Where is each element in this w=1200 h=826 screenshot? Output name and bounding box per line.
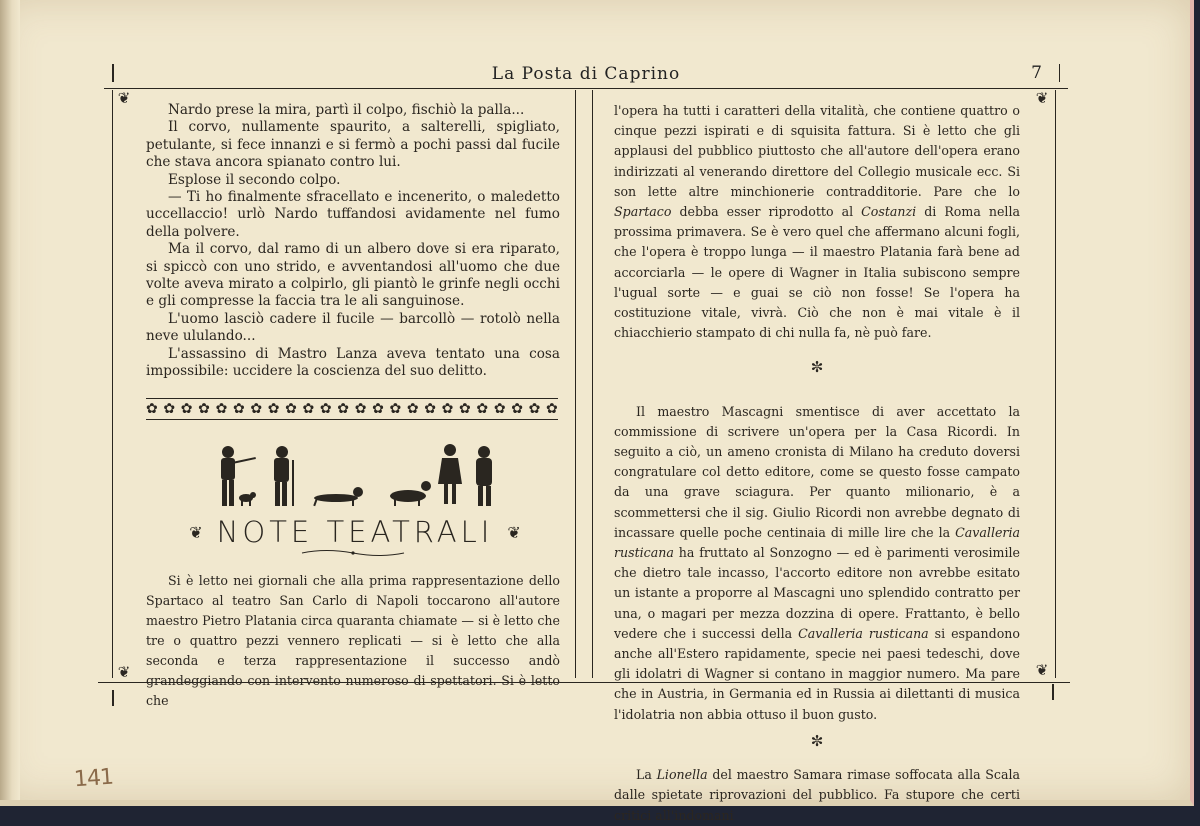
rosette-icon: ✿: [528, 401, 541, 417]
note-paragraph: Si è letto nei giornali che alla prima rappresentazione dello Spartaco al teatro San Carlo di Napoli toccarono all'autore maestro Pietro Platania circa quaranta chiamate — si è letto che tre o quattro pezzi vennero replicati — si è letto che alla seconda e terza rappresentazione il successo andò grandeggiando con intervento numeroso di spettatori. Si è letto che: [146, 573, 560, 708]
rosette-icon: ✿: [267, 401, 280, 417]
rosette-icon: ✿: [511, 401, 523, 417]
rosette-icon: ✿: [232, 401, 245, 417]
rosette-icon: ✿: [545, 401, 558, 417]
pencil-margin-note: 141: [73, 764, 114, 793]
section-heading: [150, 514, 560, 550]
rosette-icon: ✿: [337, 401, 350, 417]
page-title: La Posta di Caprino: [491, 64, 681, 84]
note-paragraph: [614, 101, 1020, 343]
children-silhouettes-illustration: [212, 440, 508, 510]
asterism-icon: ✼: [810, 731, 824, 750]
text-run: di Roma nella prossima primavera. Se è vero quel che affermano alcuni fogli, che l'opera è troppo lunga — il maestro Platania farà bene ad accorciarla — le opere di Wagner in Italia subiscono sempre l'ugual sorte — e guai se ciò non fosse! Se l'opera ha costituzione vitale, vivrà. Ciò che non è mai vitale è il chiacchierio stampato di chi nulla fa, nè può fare.: [614, 204, 1020, 341]
text-run: l'opera ha tutti i caratteri della vitalità, che contiene quattro o cinque pezzi ispirati e di squisita fattura. Si è letto che gli applausi del pubblico piuttosto che all'autore dell'opera erano indirizzati al venerando direttore del Collegio musicale ecc. Si son lette altre minchionerie contradditorie. Pare che lo: [614, 103, 1020, 199]
rosette-icon: ✿: [354, 401, 367, 417]
text-run: Il maestro Mascagni smentisce di aver accettato la commissione di scrivere un'opera per la Casa Ricordi. In seguito a ciò, un ameno cronista di Milano ha creduto doversi congratulare col detto editore, come se questo fosse campato da una grave sciagura. Per quanto milionario, è a scommettersi che il sig. Giulio Ricordi non avrebbe degnato di incassare quelle poche centinaia di mille lire che la: [614, 403, 1020, 540]
note-paragraph: [614, 402, 1020, 725]
text-run: si espandono anche all'Estero rapidamente, specie nei paesi tedeschi, dove gli idolatri di Wagner si contano in maggior numero. Ma pare che in Austria, in Germania ed in Russia ai dilettanti di musica l'idolatria non abbia ottuso il buon gusto.: [614, 625, 1021, 722]
rosette-icon: ✿: [302, 401, 315, 417]
text-run: La: [636, 767, 657, 783]
section-title: NOTE TEATRALI: [216, 515, 494, 549]
text-run: ha fruttato al Sonzogno — ed è parimenti verosimile che dietro tale incasso, l'accorto editore non avrebbe esitato un istante a proporre al Mascagni uno splendido contratto per una, o magari per mezza dozzina di opere. Frattanto, è bello vedere che i successi della: [614, 545, 1020, 641]
story-paragraph: Ma il corvo, dal ramo di un albero dove si era riparato, si spiccò con uno strido, e avventandosi all'uomo che due volte aveva mirato a colpirlo, gli piantò le grinfe negli occhi e gli compresse la faccia tra le ali sanguinose.: [146, 241, 560, 310]
story-text: [146, 102, 560, 381]
story-paragraph: Nardo prese la mira, partì il colpo, fischiò la palla...: [168, 102, 525, 118]
fleuron-icon: ❦: [1035, 661, 1049, 679]
text-run: del maestro Samara rimase soffocata alla Scala dalle spietate riprovazioni del pubblico. Fa stupore che certi critici all'indomani: [614, 767, 1021, 823]
rosette-icon: ✿: [372, 401, 384, 417]
opera-title: Lionella: [656, 767, 708, 783]
text-run: debba esser riprodotto al: [671, 204, 862, 220]
header-rule-tick: [1059, 64, 1061, 82]
story-paragraph: L'assassino di Mastro Lanza aveva tentato una cosa impossibile: uccidere la coscienza del suo delitto.: [146, 345, 560, 380]
story-paragraph: L'uomo lasciò cadere il fucile — barcollò — rotolò nella neve ululando...: [146, 310, 560, 345]
story-paragraph: Esplose il secondo colpo.: [168, 171, 341, 188]
footer-rule: [98, 682, 1070, 683]
rosette-icon: ✿: [406, 401, 419, 417]
rosette-icon: ✿: [250, 401, 263, 417]
rosette-icon: ✿: [441, 401, 454, 417]
binding-edge: [0, 0, 20, 800]
rosette-icon: ✿: [319, 401, 332, 417]
footer-rule-tick: [112, 690, 114, 706]
rosette-icon: ✿: [389, 401, 402, 417]
opera-title: Spartaco: [614, 204, 672, 220]
opera-title: Cavalleria rusticana: [798, 625, 929, 641]
swash-ornament: [300, 548, 406, 558]
rosette-icon: ✿: [163, 401, 176, 417]
fleuron-icon: ❦: [1035, 89, 1049, 107]
opera-title: Cavalleria rusticana: [614, 524, 1020, 561]
rosette-icon: ✿: [424, 401, 436, 417]
rosette-icon: ✿: [493, 401, 506, 417]
fleuron-icon: ❦: [117, 89, 131, 107]
rosette-icon: ✿: [215, 401, 228, 417]
rosette-icon: ✿: [146, 401, 158, 417]
theatre-name: Costanzi: [861, 204, 917, 220]
running-header: [104, 58, 1068, 89]
theatre-note-text: [146, 571, 560, 711]
rosette-icon: ✿: [180, 401, 193, 417]
asterism-icon: ✼: [810, 358, 824, 377]
story-paragraph: — Ti ho finalmente sfracellato e incenerito, o maledetto uccellaccio! urlò Nardo tuffandosi avidamente nel fumo della polvere.: [146, 189, 560, 240]
story-paragraph: Il corvo, nullamente spaurito, a salterelli, spigliato, petulante, si fece innanzi e si fermò a pochi passi dal fucile che stava ancora spianato contro lui.: [146, 119, 560, 171]
rosette-icon: ✿: [285, 401, 297, 417]
page-number: 7: [1031, 63, 1042, 83]
fleuron-icon: ❦: [189, 522, 203, 542]
rosette-icon: ✿: [476, 401, 489, 417]
fleuron-icon: ❦: [507, 522, 521, 542]
rosette-icon: ✿: [198, 401, 210, 417]
note-paragraph: [614, 765, 1020, 826]
right-column-text: [614, 101, 1020, 826]
ornamental-border: [146, 398, 558, 420]
fleuron-icon: ❦: [117, 663, 131, 681]
rosette-icon: ✿: [459, 401, 471, 417]
footer-rule-tick: [1052, 684, 1054, 700]
